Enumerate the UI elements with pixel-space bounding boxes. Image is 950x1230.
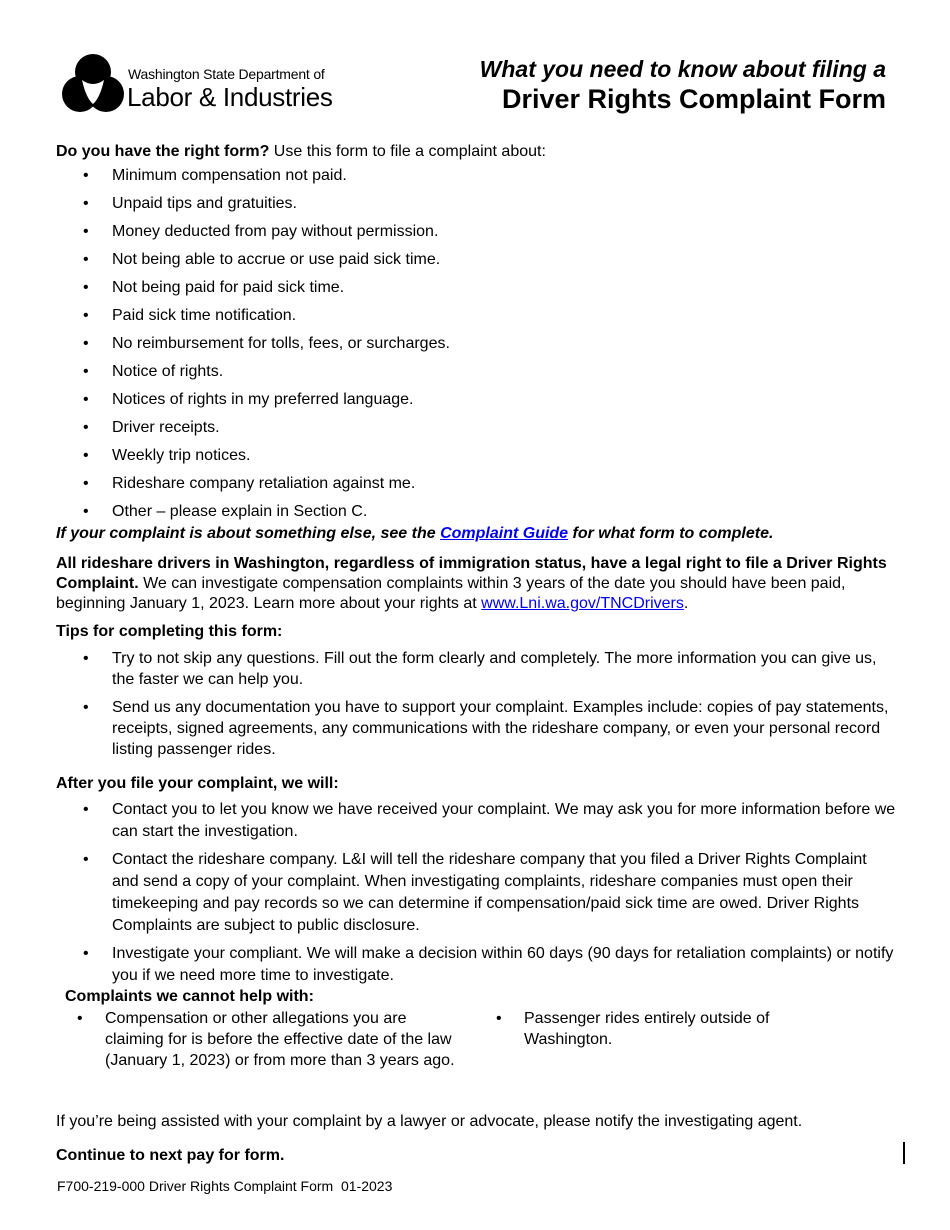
list-item-text: Rideshare company retaliation against me.	[112, 475, 416, 492]
list-item	[56, 362, 896, 382]
cannot-help-list	[56, 1008, 896, 1092]
bullet-icon: •	[496, 1010, 502, 1027]
rights-paragraph	[56, 554, 896, 614]
bullet-icon: •	[83, 475, 89, 492]
list-item	[56, 502, 896, 522]
list-item-text: Notices of rights in my preferred language.	[112, 391, 414, 408]
list-item-text: Paid sick time notification.	[112, 307, 297, 324]
bullet-icon: •	[83, 801, 89, 818]
list-item-text: Investigate your compliant. We will make a decision within 60 days (90 days for retaliation complaints) or notify you if we need more time to investigate.	[112, 945, 894, 984]
lni-logo	[62, 52, 362, 122]
bullet-icon: •	[83, 503, 89, 520]
bullet-icon: •	[83, 851, 89, 868]
list-item	[56, 697, 896, 760]
bullet-icon: •	[83, 650, 89, 667]
list-item-text: No reimbursement for tolls, fees, or surcharges.	[112, 335, 450, 352]
bullet-icon: •	[83, 419, 89, 436]
complaint-topics-list	[56, 166, 896, 522]
bullet-icon: •	[83, 335, 89, 352]
lni-logo-icon	[62, 52, 124, 118]
text-cursor	[903, 1142, 905, 1164]
list-item-text: Unpaid tips and gratuities.	[112, 195, 297, 212]
list-item	[56, 390, 896, 410]
list-item	[56, 474, 896, 494]
continue-note: Continue to next pay for form.	[56, 1147, 285, 1164]
bullet-icon: •	[83, 251, 89, 268]
complaint-guide-link[interactable]: Complaint Guide	[440, 525, 569, 542]
list-item	[56, 334, 896, 354]
list-item	[56, 943, 896, 987]
agency-line1: Washington State Department of	[128, 66, 325, 82]
list-item	[56, 849, 896, 937]
rights-text: We can investigate compensation complaints within 3 years of the date you should have been paid, beginning January 1, 2023. Learn more about your rights at	[56, 575, 846, 612]
list-item	[56, 166, 896, 186]
bullet-icon: •	[83, 223, 89, 240]
rights-bold: All rideshare drivers in Washington, regardless of immigration status, have a legal right to file a Driver Rights Complaint.	[56, 555, 887, 592]
complaint-guide-note	[56, 524, 896, 544]
list-item	[56, 418, 896, 438]
list-item	[56, 250, 896, 270]
list-item-text: Other – please explain in Section C.	[112, 503, 368, 520]
note-text-before: If your complaint is about something else, see the	[56, 525, 441, 542]
intro-paragraph	[56, 142, 896, 162]
cannot-help-heading: Complaints we cannot help with:	[65, 988, 314, 1005]
bullet-icon: •	[83, 391, 89, 408]
main-content	[56, 142, 896, 1166]
list-item-text: Money deducted from pay without permission.	[112, 223, 439, 240]
list-item	[77, 1008, 455, 1071]
list-item-text: Try to not skip any questions. Fill out the form clearly and completely. The more information you can give us, the faster we can help you.	[112, 650, 877, 688]
note-text-after: for what form to complete.	[568, 525, 774, 542]
list-item	[56, 446, 896, 466]
list-item-text: Not being paid for paid sick time.	[112, 279, 345, 296]
bullet-icon: •	[83, 195, 89, 212]
page-subtitle: What you need to know about filing a	[479, 56, 886, 82]
list-item-text: Contact the rideshare company. L&I will tell the rideshare company that you filed a Driver Rights Complaint and send a copy of your complaint. When investigating complaints, rideshare companies must open their timekeeping and pay records so we can determine if compensation/paid sick time are owed. Driver Rights Complaints are subject to public disclosure.	[112, 851, 867, 934]
page-title: Driver Rights Complaint Form	[501, 84, 886, 114]
lawyer-note: If you’re being assisted with your complaint by a lawyer or advocate, please notify the investigating agent.	[56, 1113, 803, 1130]
intro-text: Use this form to file a complaint about:	[269, 143, 546, 160]
list-item-text: Contact you to let you know we have received your complaint. We may ask you for more information before we can start the investigation.	[112, 801, 896, 840]
list-item-text: Notice of rights.	[112, 363, 224, 380]
bullet-icon: •	[83, 167, 89, 184]
list-item	[56, 278, 896, 298]
bullet-icon: •	[77, 1010, 83, 1027]
list-item-text: Passenger rides entirely outside of Washington.	[524, 1010, 770, 1048]
list-item	[56, 194, 896, 214]
list-item	[56, 222, 896, 242]
bullet-icon: •	[83, 363, 89, 380]
list-item	[56, 648, 896, 690]
rights-end: .	[683, 595, 689, 612]
after-list	[56, 799, 896, 987]
list-item-text: Driver receipts.	[112, 419, 220, 436]
tnc-drivers-link[interactable]: www.Lni.wa.gov/TNCDrivers	[481, 595, 684, 612]
bullet-icon: •	[83, 699, 89, 716]
agency-line2: Labor & Industries	[127, 82, 333, 112]
list-item-text: Not being able to accrue or use paid sick time.	[112, 251, 441, 268]
list-item	[56, 799, 896, 843]
list-item-text: Weekly trip notices.	[112, 447, 251, 464]
list-item-text: Send us any documentation you have to support your complaint. Examples include: copies of pay statements, receipts, signed agreements, any communications with the rideshare company, or even your personal record listing passenger rides.	[112, 699, 889, 758]
bullet-icon: •	[83, 447, 89, 464]
list-item	[56, 306, 896, 326]
after-heading: After you file your complaint, we will:	[56, 775, 339, 792]
tips-list	[56, 648, 896, 760]
bullet-icon: •	[83, 945, 89, 962]
tips-heading: Tips for completing this form:	[56, 623, 283, 640]
intro-bold: Do you have the right form?	[56, 143, 270, 160]
bullet-icon: •	[83, 279, 89, 296]
bullet-icon: •	[83, 307, 89, 324]
list-item	[496, 1008, 824, 1050]
form-footer: F700-219-000 Driver Rights Complaint Form 01-2023	[57, 1178, 393, 1194]
list-item-text: Minimum compensation not paid.	[112, 167, 347, 184]
list-item-text: Compensation or other allegations you are claiming for is before the effective date of the law (January 1, 2023) or from more than 3 years ago.	[105, 1010, 455, 1069]
